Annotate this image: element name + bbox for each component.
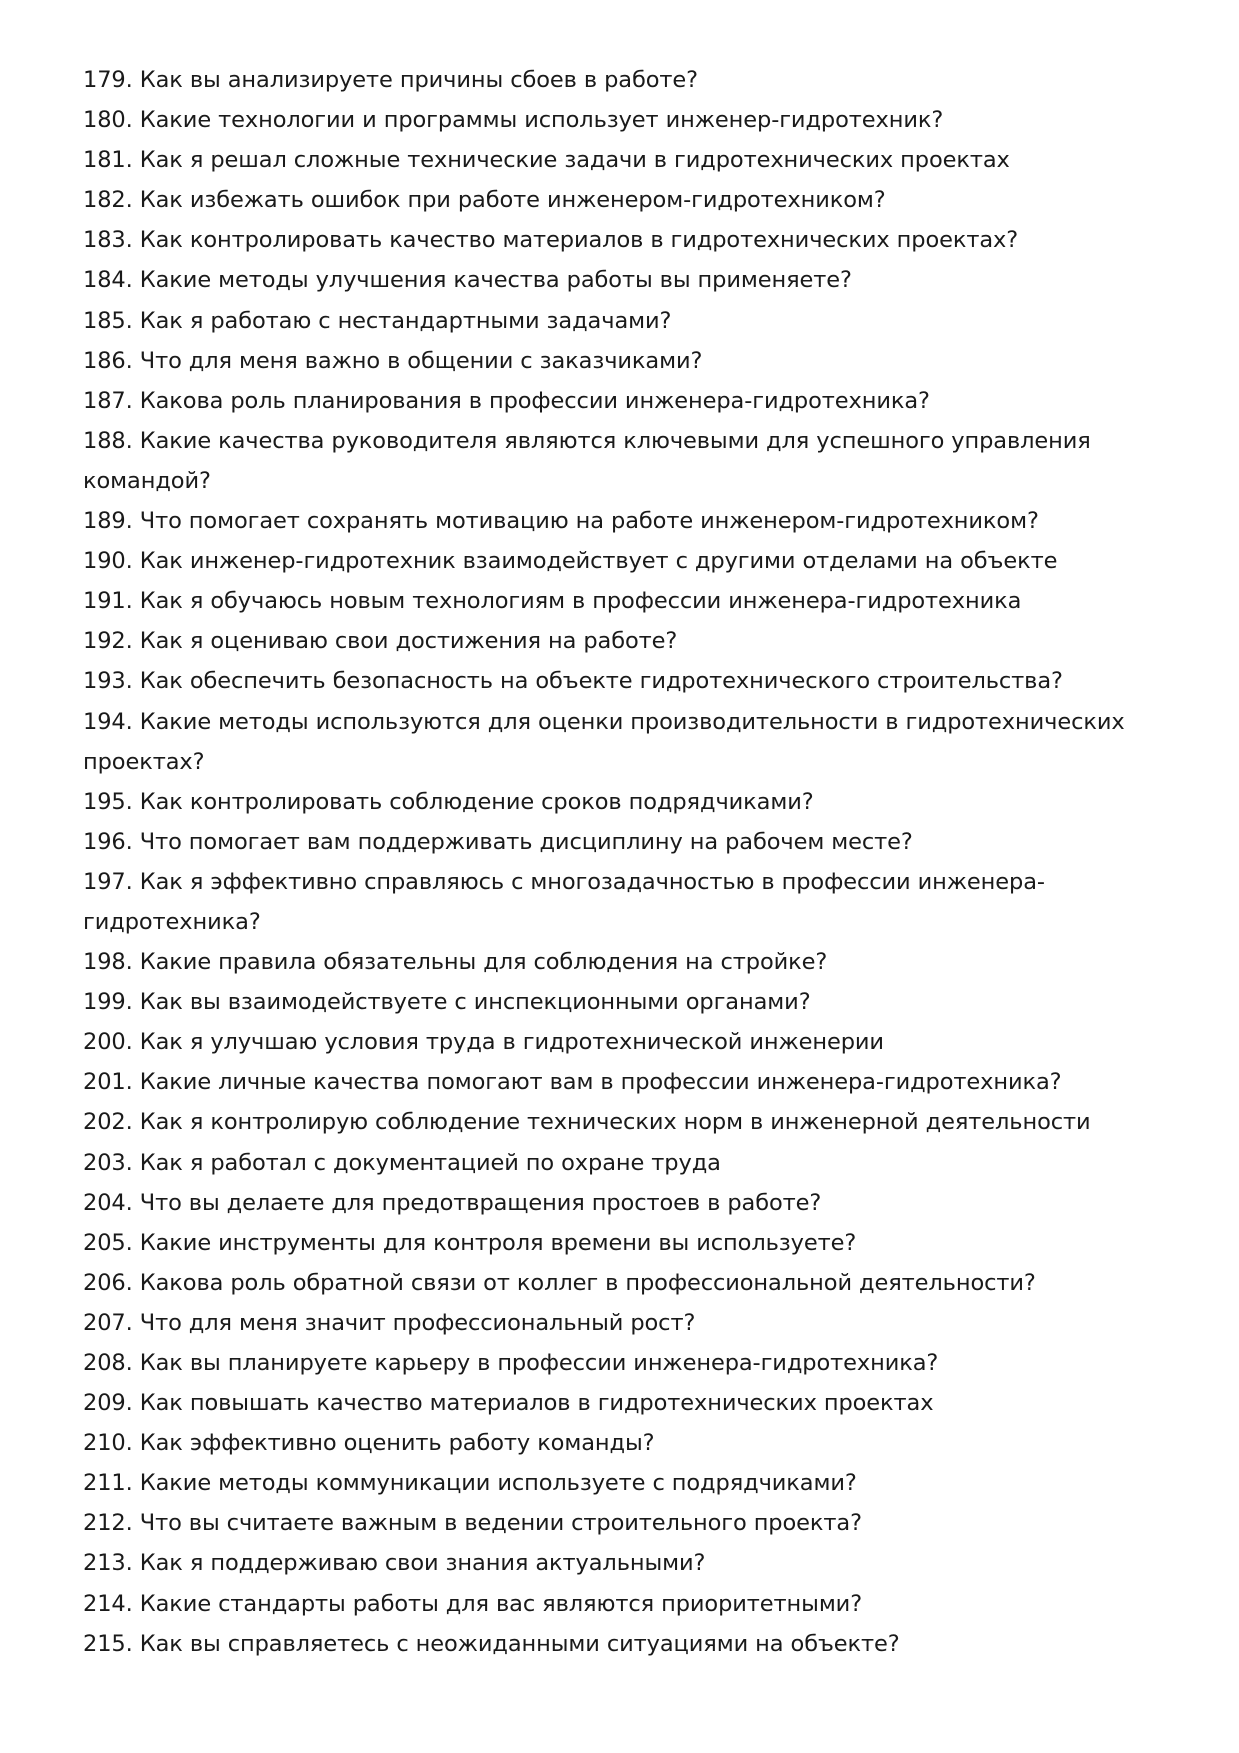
list-item: 214. Какие стандарты работы для вас являются приоритетными? (83, 1590, 863, 1617)
list-item: 181. Как я решал сложные технические задачи в гидротехнических проектах (83, 147, 1010, 174)
list-item: 191. Как я обучаюсь новым технологиям в профессии инженера-гидротехника (83, 588, 1022, 615)
list-item: 199. Как вы взаимодействуете с инспекционными органами? (83, 989, 811, 1016)
list-item: 197. Как я эффективно справляюсь с многозадачностью в профессии инженера-гидротехника? (83, 868, 1045, 935)
list-item: 193. Как обеспечить безопасность на объекте гидротехнического строительства? (83, 668, 1063, 695)
list-item: 198. Какие правила обязательны для соблюдения на стройке? (83, 949, 828, 976)
list-item: 208. Как вы планируете карьеру в профессии инженера-гидротехника? (83, 1350, 939, 1376)
list-item: 209. Как повышать качество материалов в гидротехнических проектах (83, 1390, 934, 1417)
list-item: 189. Что помогает сохранять мотивацию на работе инженером-гидротехником? (83, 508, 1039, 535)
list-item: 207. Что для меня значит профессиональный рост? (83, 1309, 696, 1336)
list-item: 179. Как вы анализируете причины сбоев в работе? (83, 67, 698, 93)
list-item: 206. Какова роль обратной связи от коллег в профессиональной деятельности? (83, 1269, 1036, 1296)
list-item: 186. Что для меня важно в общении с заказчиками? (83, 347, 703, 374)
list-item: 205. Какие инструменты для контроля времени вы используете? (83, 1229, 857, 1256)
list-item: 201. Какие личные качества помогают вам в профессии инженера-гидротехника? (83, 1069, 1062, 1096)
list-item: 190. Как инженер-гидротехник взаимодействует с другими отделами на объекте (83, 548, 1058, 575)
list-item: 192. Как я оцениваю свои достижения на работе? (83, 628, 678, 655)
list-item: 202. Как я контролирую соблюдение технических норм в инженерной деятельности (83, 1109, 1091, 1136)
list-item: 194. Какие методы используются для оценки производительности в гидротехнических проектах? (83, 708, 1125, 775)
list-item: 213. Как я поддерживаю свои знания актуальными? (83, 1550, 706, 1577)
list-item: 187. Какова роль планирования в профессии инженера-гидротехника? (83, 387, 930, 414)
list-item: 188. Какие качества руководителя являются ключевыми для успешного управления командой? (83, 427, 1091, 494)
list-item: 211. Какие методы коммуникации используете с подрядчиками? (83, 1470, 857, 1497)
list-item: 185. Как я работаю с нестандартными задачами? (83, 307, 672, 334)
list-item: 183. Как контролировать качество материалов в гидротехнических проектах? (83, 227, 1019, 254)
list-item: 210. Как эффективно оценить работу команды? (83, 1430, 655, 1457)
list-item: 212. Что вы считаете важным в ведении строительного проекта? (83, 1510, 862, 1537)
list-item: 180. Какие технологии и программы использует инженер-гидротехник? (83, 107, 944, 134)
list-item: 215. Как вы справляетесь с неожиданными ситуациями на объекте? (83, 1630, 900, 1657)
list-item: 195. Как контролировать соблюдение сроков подрядчиками? (83, 788, 814, 815)
list-item: 182. Как избежать ошибок при работе инженером-гидротехником? (83, 187, 886, 214)
list-item: 196. Что помогает вам поддерживать дисциплину на рабочем месте? (83, 828, 913, 855)
list-item: 184. Какие методы улучшения качества работы вы применяете? (83, 267, 852, 294)
list-item: 203. Как я работал с документацией по охране труда (83, 1149, 721, 1176)
list-item: 200. Как я улучшаю условия труда в гидротехнической инженерии (83, 1029, 884, 1056)
list-item: 204. Что вы делаете для предотвращения простоев в работе? (83, 1189, 822, 1216)
question-list (83, 60, 1163, 1664)
